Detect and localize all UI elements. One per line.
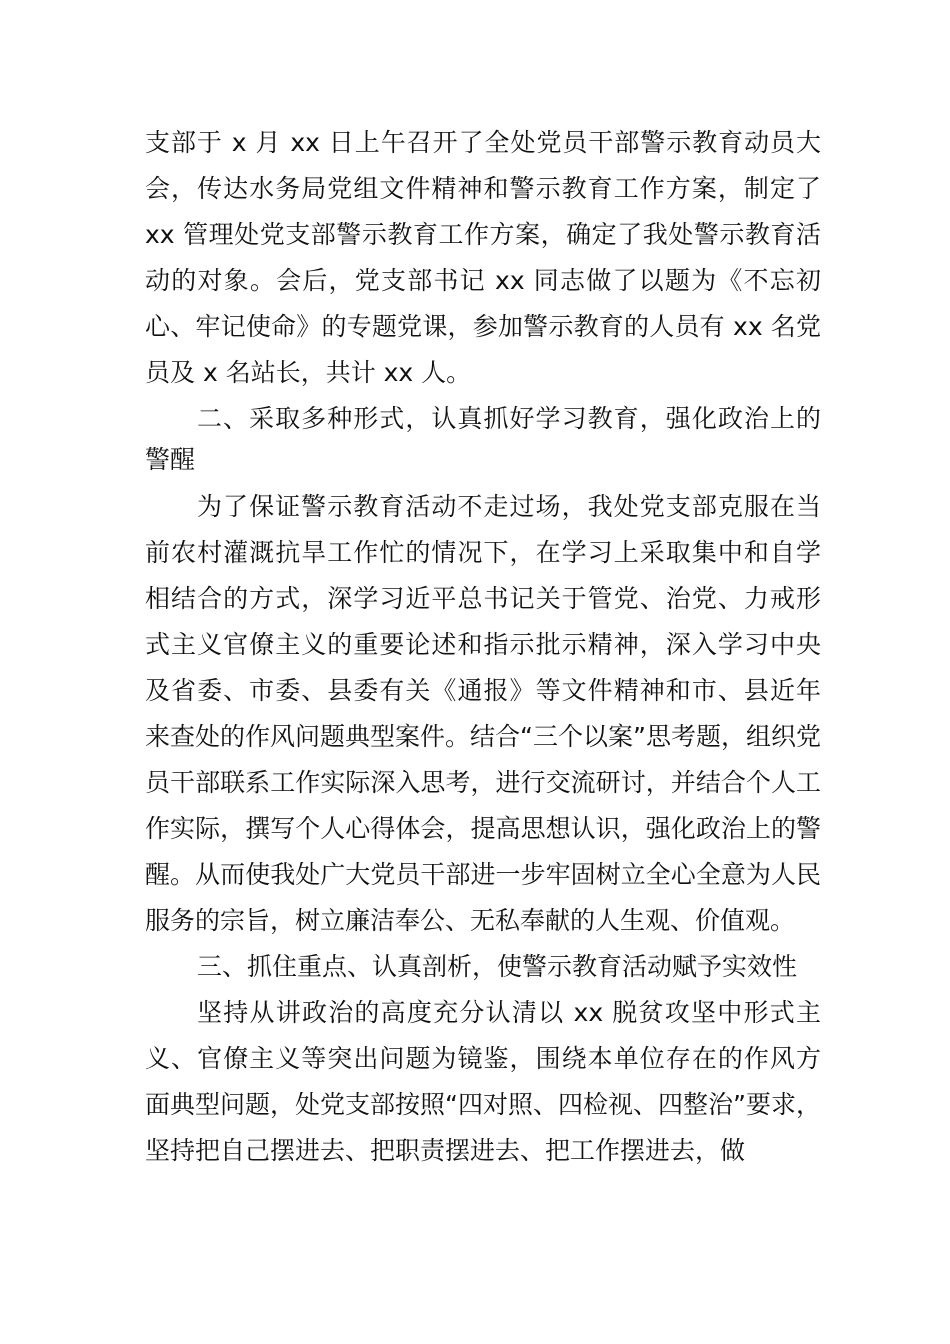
text-line: 式主义官僚主义的重要论述和指示批示精神，深入学习中央 [145, 630, 821, 659]
text-line: 支部于 x 月 xx 日上午召开了全处党员干部警示教育动员大 [145, 128, 821, 157]
text-line: 坚持从讲政治的高度充分认清以 xx 脱贫攻坚中形式主 [197, 998, 821, 1027]
heading-line: 二、采取多种形式，认真抓好学习教育，强化政治上的 [197, 404, 821, 433]
text-line: 为了保证警示教育活动不走过场，我处党支部克服在当 [197, 492, 821, 521]
text-line: xx 管理处党支部警示教育工作方案，确定了我处警示教育活 [145, 220, 821, 249]
text-line: 服务的宗旨，树立廉洁奉公、无私奉献的人生观、价值观。 [145, 906, 796, 935]
text-line: 前农村灌溉抗旱工作忙的情况下，在学习上采取集中和自学 [145, 538, 821, 567]
text-line: 醒。从而使我处广大党员干部进一步牢固树立全心全意为人民 [145, 860, 821, 889]
text-line: 来查处的作风问题典型案件。结合“三个以案”思考题，组织党 [145, 722, 821, 751]
section-heading-2 [145, 396, 821, 478]
paragraph-2 [145, 484, 821, 944]
text-line: 义、官僚主义等突出问题为镜鉴，围绕本单位存在的作风方 [145, 1044, 821, 1073]
document-page [145, 120, 821, 1174]
heading-line: 警醒 [145, 445, 196, 474]
text-line: 作实际，撰写个人心得体会，提高思想认识，强化政治上的警 [145, 814, 821, 843]
text-line: 及省委、市委、县委有关《通报》等文件精神和市、县近年 [145, 676, 821, 705]
text-line: 坚持把自己摆进去、把职责摆进去、把工作摆进去，做 [145, 1136, 746, 1165]
text-line: 员及 x 名站长，共计 xx 人。 [145, 358, 472, 387]
section-heading-3: 三、抓住重点、认真剖析，使警示教育活动赋予实效性 [197, 952, 798, 981]
text-line: 会，传达水务局党组文件精神和警示教育工作方案，制定了 [145, 174, 821, 203]
text-line: 心、牢记使命》的专题党课，参加警示教育的人员有 xx 名党 [145, 312, 821, 341]
paragraph-1 [145, 120, 821, 396]
text-line: 相结合的方式，深学习近平总书记关于管党、治党、力戒形 [145, 584, 821, 613]
text-line: 员干部联系工作实际深入思考，进行交流研讨，并结合个人工 [145, 768, 821, 797]
text-line: 面典型问题，处党支部按照“四对照、四检视、四整治”要求， [145, 1090, 821, 1119]
paragraph-3 [145, 990, 821, 1174]
text-line: 动的对象。会后，党支部书记 xx 同志做了以题为《不忘初 [145, 266, 821, 295]
